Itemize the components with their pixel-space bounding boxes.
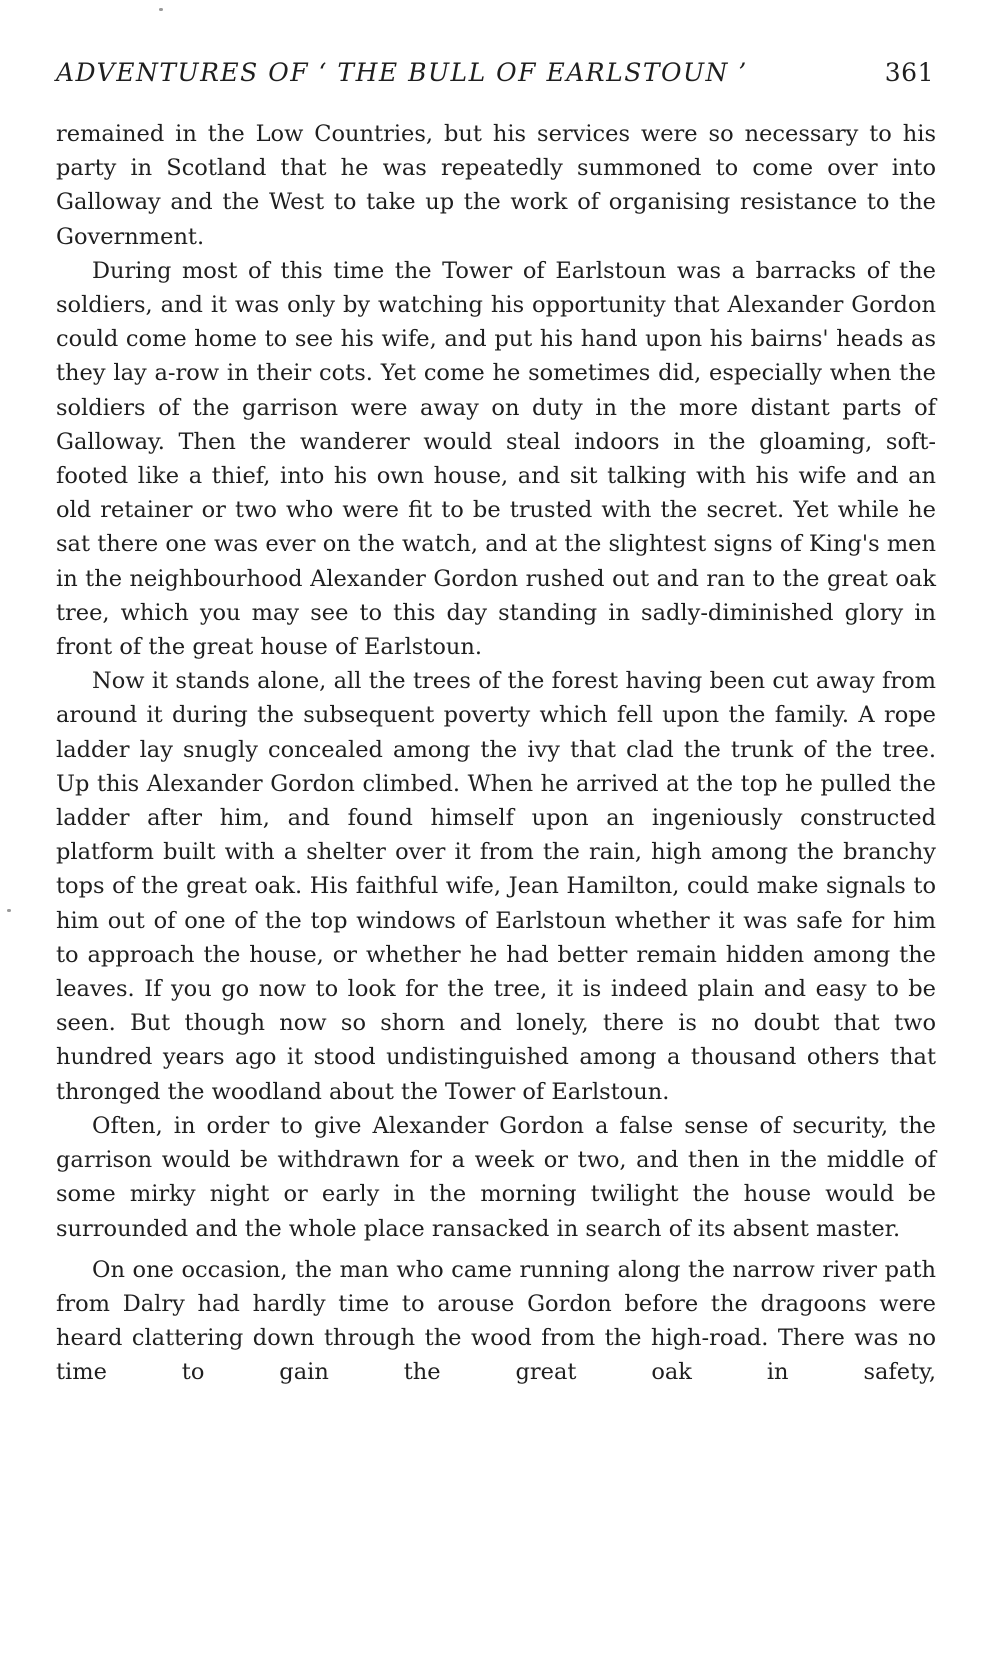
running-title: ADVENTURES OF ‘ THE BULL OF EARLSTOUN ’ — [56, 58, 748, 87]
running-head — [56, 58, 934, 98]
paragraph-gap — [56, 1246, 936, 1253]
scan-speck — [159, 8, 163, 11]
paragraph-3: Now it stands alone, all the trees of the forest having been cut away from around it during the subsequent poverty which fell upon the family. A rope ladder lay snugly concealed among the ivy that clad the trunk of the tree. Up this Alexander Gordon climbed. When he arrived at the top he pulled the ladder after him, and found himself upon an ingeniously constructed platform built with a shelter over it from the rain, high among the branchy tops of the great oak. His faithful wife, Jean Hamilton, could make signals to him out of one of the top windows of Earlstoun whether it was safe for him to approach the house, or whether he had better remain hidden among the leaves. If you go now to look for the tree, it is indeed plain and easy to be seen. But though now so shorn and lonely, there is no doubt that two hundred years ago it stood undistinguished among a thousand others that thronged the woodland about the Tower of Earlstoun. — [56, 668, 936, 1105]
paragraph-4: Often, in order to give Alexander Gordon a false sense of security, the garrison would be withdrawn for a week or two, and then in the middle of some mirky night or early in the morning twilight the house would be surrounded and the whole place ransacked in search of its absent master. — [56, 1112, 936, 1242]
page-number: 361 — [884, 58, 934, 87]
paragraph-1: remained in the Low Countries, but his services were so necessary to his party in Scotland that he was repeatedly summoned to come over into Galloway and the West to take up the work of organising resistance to the Government. — [56, 121, 936, 250]
body-text — [56, 117, 936, 1390]
scan-speck — [7, 909, 11, 912]
paragraph-5: On one occasion, the man who came running along the narrow river path from Dalry had hardly time to arouse Gordon before the dragoons were heard clattering down through the wood from the high-road. There was no time to gain the great oak in safety, — [56, 1256, 936, 1386]
paragraph-2: During most of this time the Tower of Earlstoun was a barracks of the soldiers, and it was only by watching his opportunity that Alexander Gordon could come home to see his wife, and put his hand upon his bairns' heads as they lay a-row in their cots. Yet come he sometimes did, especially when the soldiers of the garrison were away on duty in the more distant parts of Galloway. Then the wanderer would steal indoors in the gloaming, soft-footed like a thief, into his own house, and sit talking with his wife and an old retainer or two who were fit to be trusted with the secret. Yet while he sat there one was ever on the watch, and at the slightest signs of King's men in the neighbourhood Alexander Gordon rushed out and ran to the great oak tree, which you may see to this day standing in sadly-diminished glory in front of the great house of Earlstoun. — [56, 257, 936, 661]
